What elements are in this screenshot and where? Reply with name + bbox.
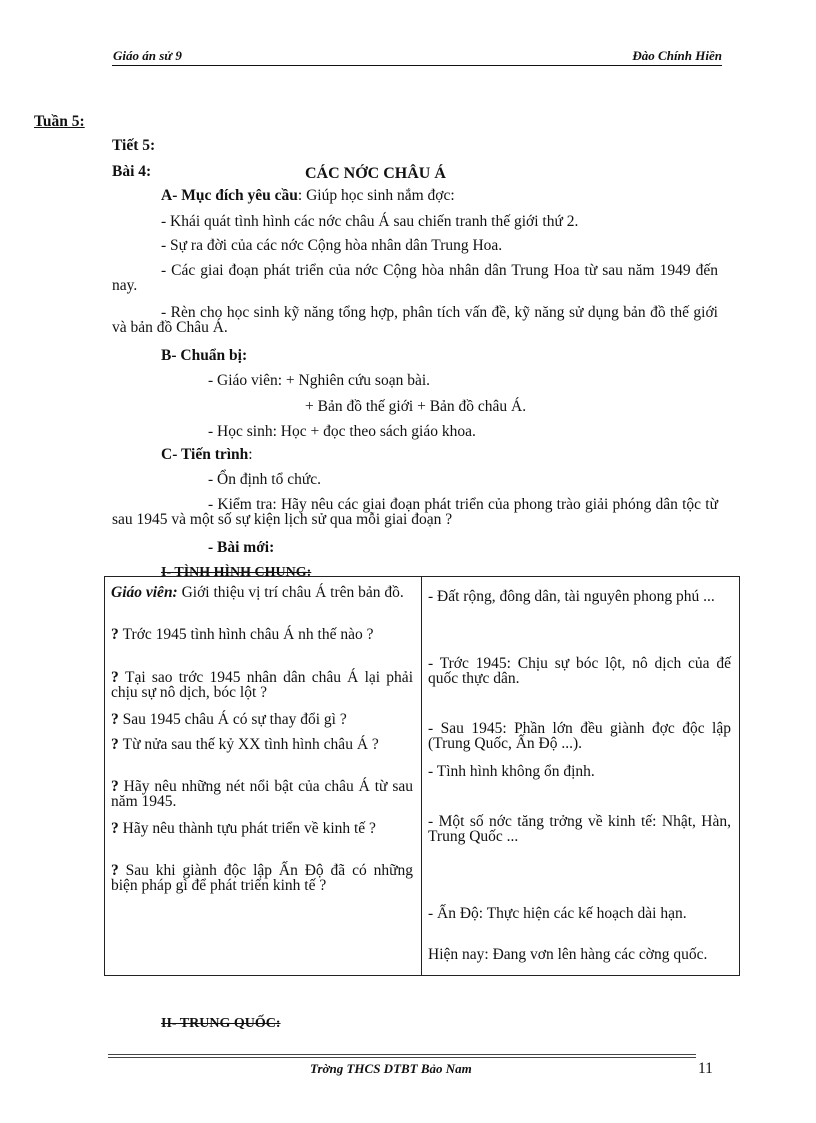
- question-item: ? Trớc 1945 tình hình châu Á nh thế nào ?: [111, 626, 374, 643]
- lesson-title: CÁC NỚC CHÂU Á: [305, 165, 446, 182]
- teacher-prep-1: - Giáo viên: + Nghiên cứu soạn bài.: [208, 372, 431, 389]
- part-1-heading: I- TÌNH HÌNH CHUNG:: [161, 565, 312, 580]
- answer-item: - Trớc 1945: Chịu sự bóc lột, nô dịch của đế quốc thực dân.: [428, 655, 731, 687]
- section-c-item: - Ổn định tổ chức.: [208, 471, 322, 488]
- answer-item: - Sau 1945: Phần lớn đều giành đợc độc lập (Trung Quốc, Ấn Độ ...).: [428, 720, 731, 752]
- teacher-intro: Giáo viên: Giới thiệu vị trí châu Á trên bản đồ.: [111, 584, 404, 601]
- week-label: Tuần 5:: [34, 113, 85, 130]
- question-item: ? Hãy nêu thành tựu phát triển về kinh tế ?: [111, 820, 376, 837]
- question-item: ? Hãy nêu những nét nổi bật của châu Á từ sau năm 1945.: [111, 778, 413, 810]
- section-a-item: - Rèn cho học sinh kỹ năng tổng hợp, phân tích vấn đề, kỹ năng sử dụng bản đồ thế giới và bản đồ Châu Á.: [112, 304, 718, 336]
- section-a-item: - Khái quát tình hình các nớc châu Á sau chiến tranh thế giới thứ 2.: [161, 213, 579, 230]
- footer-school: Trờng THCS DTBT Bảo Nam: [310, 1061, 472, 1076]
- section-a-intro: : Giúp học sinh nắm đợc:: [297, 187, 455, 204]
- section-c-heading: C- Tiến trình: [161, 446, 249, 463]
- footer-rule: [108, 1054, 696, 1055]
- teacher-label: Giáo viên:: [111, 584, 178, 601]
- page-number: 11: [698, 1060, 713, 1077]
- answer-item: - Tình hình không ổn định.: [428, 763, 595, 780]
- section-a-item: - Sự ra đời của các nớc Cộng hòa nhân dân Trung Hoa.: [161, 237, 503, 254]
- footer-rule: [108, 1057, 696, 1058]
- answer-item: - Ấn Độ: Thực hiện các kế hoạch dài hạn.: [428, 905, 687, 922]
- student-prep: - Học sinh: Học + đọc theo sách giáo khoa.: [208, 423, 476, 440]
- part-2-heading: II- TRUNG QUỐC:: [161, 1016, 281, 1031]
- question-item: ? Tại sao trớc 1945 nhân dân châu Á lại phải chịu sự nô dịch, bóc lột ?: [111, 669, 413, 701]
- answer-item: - Một số nớc tăng trởng về kinh tế: Nhật, Hàn, Trung Quốc ...: [428, 813, 731, 845]
- teacher-prep-2: + Bản đồ thế giới + Bản đồ châu Á.: [305, 398, 527, 415]
- section-b-heading: B- Chuẩn bị:: [161, 347, 248, 364]
- header-rule: [112, 65, 722, 66]
- table-column-divider: [421, 576, 422, 976]
- header-right: Đào Chính Hiền: [632, 48, 722, 63]
- section-a-line: [161, 187, 455, 204]
- section-a-heading: A- Mục đích yêu cầu: [161, 187, 298, 204]
- section-c-line: C- Tiến trình:: [161, 446, 253, 463]
- header-left: Giáo án sử 9: [113, 48, 182, 63]
- answer-item: Hiện nay: Đang vơn lên hàng các cờng quốc.: [428, 947, 708, 963]
- question-item: ? Sau 1945 châu Á có sự thay đổi gì ?: [111, 711, 347, 728]
- section-a-item: - Các giai đoạn phát triển của nớc Cộng hòa nhân dân Trung Hoa từ sau năm 1949 đến nay.: [112, 262, 718, 294]
- section-c-item: - Kiểm tra: Hãy nêu các giai đoạn phát triển của phong trào giải phóng dân tộc từ sau 1945 và một số sự kiện lịch sử qua mỗi giai đoạn ?: [112, 496, 718, 528]
- new-lesson-label: - Bài mới:: [208, 539, 275, 556]
- answer-item: - Đất rộng, đông dân, tài nguyên phong phú ...: [428, 588, 715, 605]
- lesson-label: Bài 4:: [112, 163, 152, 180]
- period-label: Tiết 5:: [112, 137, 156, 154]
- question-item: ? Sau khi giành độc lập Ấn Độ đã có những biện pháp gì để phát triển kinh tế ?: [111, 862, 413, 894]
- question-item: ? Từ nửa sau thế kỷ XX tình hình châu Á ?: [111, 736, 379, 753]
